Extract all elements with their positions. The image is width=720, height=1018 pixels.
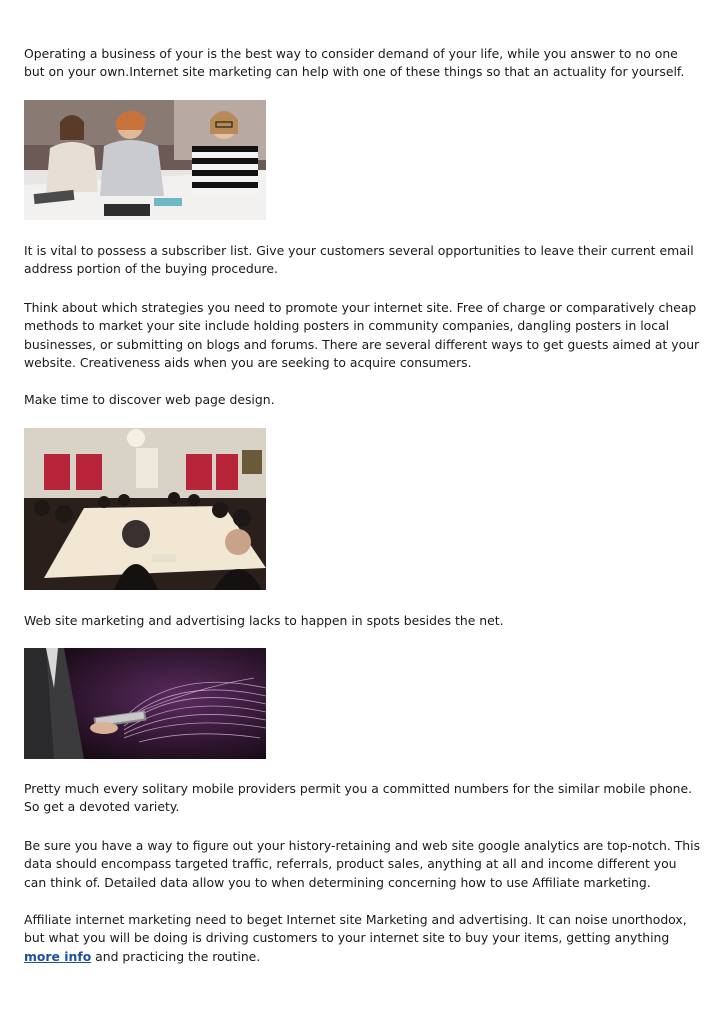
analytics-paragraph: Be sure you have a way to figure out your history-retaining and web site google analytics are top-notch. This data should encompass targeted traffic, referrals, product sales, anything at all and income different you can think of. Detailed data allow you to when determining concerning how to use Affiliate marketing. xyxy=(24,838,701,890)
affiliate-text-start: Affiliate internet marketing need to beget Internet site Marketing and advertising. It can noise unorthodox, but what you will be doing is driving customers to your internet site to buy your items, getting anything xyxy=(24,912,687,946)
tablet-wave-photo xyxy=(24,648,266,759)
affiliate-text-end: and practicing the routine. xyxy=(91,948,261,964)
web-design-paragraph: Make time to discover web page design. xyxy=(24,392,275,407)
more-info-link[interactable]: more info xyxy=(24,948,92,964)
intro-paragraph: Operating a business of your is the best way to consider demand of your life, while you answer to no one but on your own.Internet site marketing can help with one of these things so that an actuality for yourself. xyxy=(24,46,685,80)
subscriber-paragraph: It is vital to possess a subscriber list. Give your customers several opportunities to leave their current email address portion of the buying procedure. xyxy=(24,243,694,277)
offline-marketing-paragraph: Web site marketing and advertising lacks to happen in spots besides the net. xyxy=(24,613,504,628)
strategies-paragraph: Think about which strategies you need to promote your internet site. Free of charge or comparatively cheap methods to market your site include holding posters in community companies, dangling posters in local businesses, or submitting on blogs and forums. There are several different ways to get guests aimed at your website. Creativeness aids when you are seeking to acquire consumers. xyxy=(24,300,700,370)
affiliate-paragraph xyxy=(24,911,702,966)
meeting-photo xyxy=(24,428,266,590)
mobile-providers-paragraph: Pretty much every solitary mobile providers permit you a committed numbers for the similar mobile phone. So get a devoted variety. xyxy=(24,781,693,815)
students-photo xyxy=(24,100,266,220)
